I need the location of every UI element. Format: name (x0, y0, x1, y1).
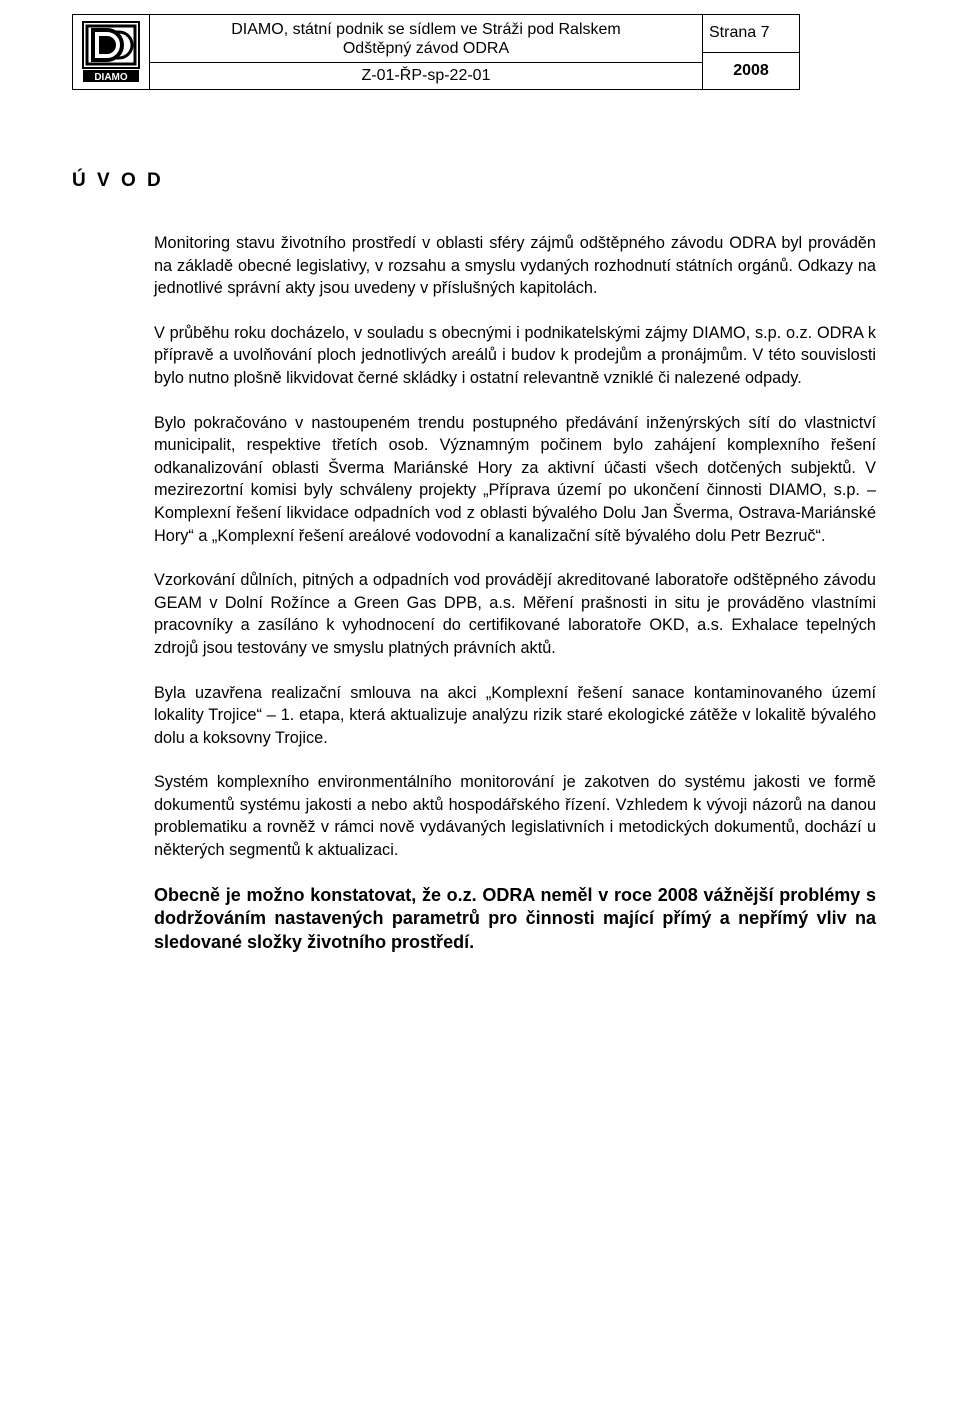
conclusion-paragraph: Obecně je možno konstatovat, že o.z. ODRA neměl v roce 2008 vážnější problémy s dodržováním nastavených parametrů pro činnosti mající přímý a nepřímý vliv na sledované složky životního prostředí. (154, 884, 876, 952)
paragraph: V průběhu roku docházelo, v souladu s obecnými i podnikatelskými zájmy DIAMO, s.p. o.z. ODRA k přípravě a uvolňování ploch jednotlivých areálů i budov k prodejům a pronájmům. V této souvislosti bylo nutno plošně likvidovat černé skládky i ostatní relevantně vzniklé či nalezené odpady. (154, 323, 876, 387)
header-title-block (150, 15, 703, 89)
section-heading: Ú V O D (72, 170, 164, 191)
paragraph: Systém komplexního environmentálního monitorování je zakotven do systému jakosti ve formě dokumentů systému jakosti a nebo aktů hospodářského řízení. Vzhledem k vývoji názorů na danou problematiku a rovněž v rámci nově vydávaných legislativních i metodických dokumentů, dochází u některých segmentů k aktualizaci. (154, 773, 876, 860)
paragraph: Vzorkování důlních, pitných a odpadních vod provádějí akreditované laboratoře odštěpného závodu GEAM v Dolní Rožínce a Green Gas DPB, a.s. Měření prašnosti in situ je prováděno vlastními pracovníky a zasíláno k vyhodnocení do certifikované laboratoře OKD, a.s. Exhalace tepelných zdrojů jsou testovány ve smyslu platných právních aktů. (154, 571, 876, 657)
paragraph: Monitoring stavu životního prostředí v oblasti sféry zájmů odštěpného závodu ODRA byl prováděn na základě obecné legislativy, v rozsahu a smyslu vydaných rozhodnutí státních orgánů. Odkazy na jednotlivé správní akty jsou uvedeny v příslušných kapitolách. (154, 234, 876, 298)
header-year: 2008 (733, 61, 769, 79)
unit-line: Odštěpný závod ODRA (342, 39, 510, 57)
paragraph: Byla uzavřena realizační smlouva na akci „Komplexní řešení sanace kontaminovaného území lokality Trojice“ – 1. etapa, která aktualizuje analýzu rizik staré ekologické zátěže v lokalitě bývalého dolu a koksovny Trojice. (154, 683, 876, 747)
diamo-logo-icon (79, 20, 143, 84)
company-line: DIAMO, státní podnik se sídlem ve Stráži pod Ralskem (231, 20, 621, 38)
header-company (150, 20, 702, 63)
doc-code: Z-01-ŘP-sp-22-01 (361, 66, 491, 84)
paragraph: Bylo pokračováno v nastoupeném trendu postupného předávání inženýrských sítí do vlastnictví municipalit, respektive třetích osob. Významným počinem bylo zahájení komplexního řešení odkanalizování oblasti Šverma Mariánské Hory za aktivní účasti všech dotčených subjektů. V mezirezortní komisi byly schváleny projekty „Příprava území po ukončení činnosti DIAMO, s.p. – Komplexní řešení likvidace odpadních vod z oblasti bývalého Dolu Jan Šverma, Ostrava-Mariánské Hory“ a „Komplexní řešení areálové vodovodní a kanalizační sítě bývalého dolu Petr Bezruč“. (154, 413, 876, 545)
diamo-logo (73, 15, 150, 89)
page-header (72, 14, 800, 90)
document-body (154, 232, 876, 976)
header-meta (703, 15, 799, 89)
page-number: Strana 7 (703, 15, 799, 53)
svg-text:DIAMO: DIAMO (94, 72, 128, 83)
